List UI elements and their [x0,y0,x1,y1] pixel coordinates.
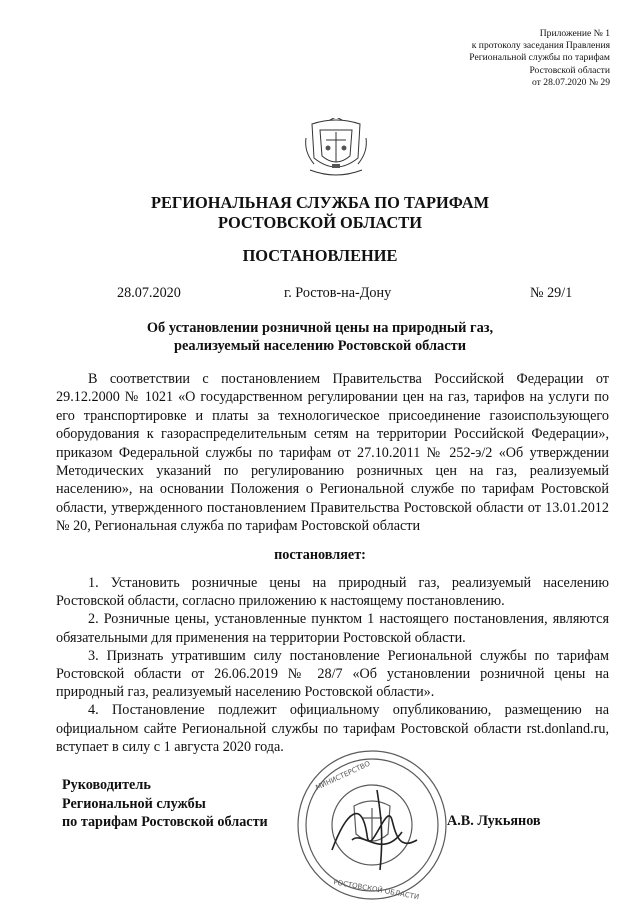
coat-of-arms-icon [302,118,370,180]
appendix-line: Региональной службы по тарифам [469,52,610,64]
document-place: г. Ростов-на-Дону [284,285,392,301]
decree-word: постановляет: [274,547,366,563]
org-line: РЕГИОНАЛЬНАЯ СЛУЖБА ПО ТАРИФАМ [150,193,490,212]
signer-title [62,776,268,832]
document-date: 28.07.2020 [117,285,181,301]
decree-item: 4. Постановление подлежит официальному опубликованию, размещению на официальном сайте Региональной службы по тарифам Ростовской области rst.donland.ru, вступает в силу с 1 августа 2020 года. [56,702,609,755]
preamble [56,370,609,536]
decree-item: 2. Розничные цены, установленные пунктом 1 настоящего постановления, являются обязательными для применения на территории Ростовской области. [56,611,609,646]
appendix-line: от 28.07.2020 № 29 [532,76,610,88]
signer-name: А.В. Лукьянов [447,813,541,829]
organization-title [0,193,640,233]
signer-title-line: Руководитель [62,777,151,793]
signer-title-line: Региональной службы [62,795,206,812]
subject-line: Об установлении розничной цены на природный газ, [146,320,494,336]
svg-text:МИНИСТЕРСТВО: МИНИСТЕРСТВО [314,759,372,792]
appendix-line: Ростовской области [529,64,610,76]
document-subject [0,319,640,355]
official-seal-icon [292,740,452,905]
appendix-line: Приложение № 1 [539,28,610,39]
decree-items [56,574,609,756]
document-type: ПОСТАНОВЛЕНИЕ [242,246,398,265]
document-number: № 29/1 [530,285,573,301]
subject-line: реализуемый населению Ростовской области [174,338,466,354]
signer-title-line: по тарифам Ростовской области [62,814,268,831]
org-line: РОСТОВСКОЙ ОБЛАСТИ [218,213,422,232]
svg-text:РОСТОВСКОЙ ОБЛАСТИ: РОСТОВСКОЙ ОБЛАСТИ [332,878,420,902]
preamble-paragraph: В соответствии с постановлением Правительства Российской Федерации от 29.12.2000 № 1021 «О государственном регулировании цен на газ, тарифов на услуги по его транспортировке и платы за технологическое присоединение газоиспользующего оборудования к газораспределительным сетям на территории Российской Федерации», приказом Федеральной службы по тарифам от 27.10.2011 № 252-э/2 «Об утверждении Методических указаний по регулированию розничных цен на газ, реализуемый населению», на основании Положения о Региональной службе по тарифам Ростовской области, утвержденного постановлением Правительства Ростовской области от 13.01.2012 № 20, Региональная служба по тарифам Ростовской области [56,371,609,535]
decree-item: 3. Признать утратившим силу постановление Региональной службы по тарифам Ростовской области от 26.06.2019 № 28/7 «Об установлении розничной цены на природный газ, реализуемый населению Ростовской области». [56,647,609,701]
appendix-line: к протоколу заседания Правления [471,40,610,52]
decree-item: 1. Установить розничные цены на природный газ, реализуемый населению Ростовской области, согласно приложению к настоящему постановлению. [56,575,609,610]
appendix-note [469,28,610,89]
